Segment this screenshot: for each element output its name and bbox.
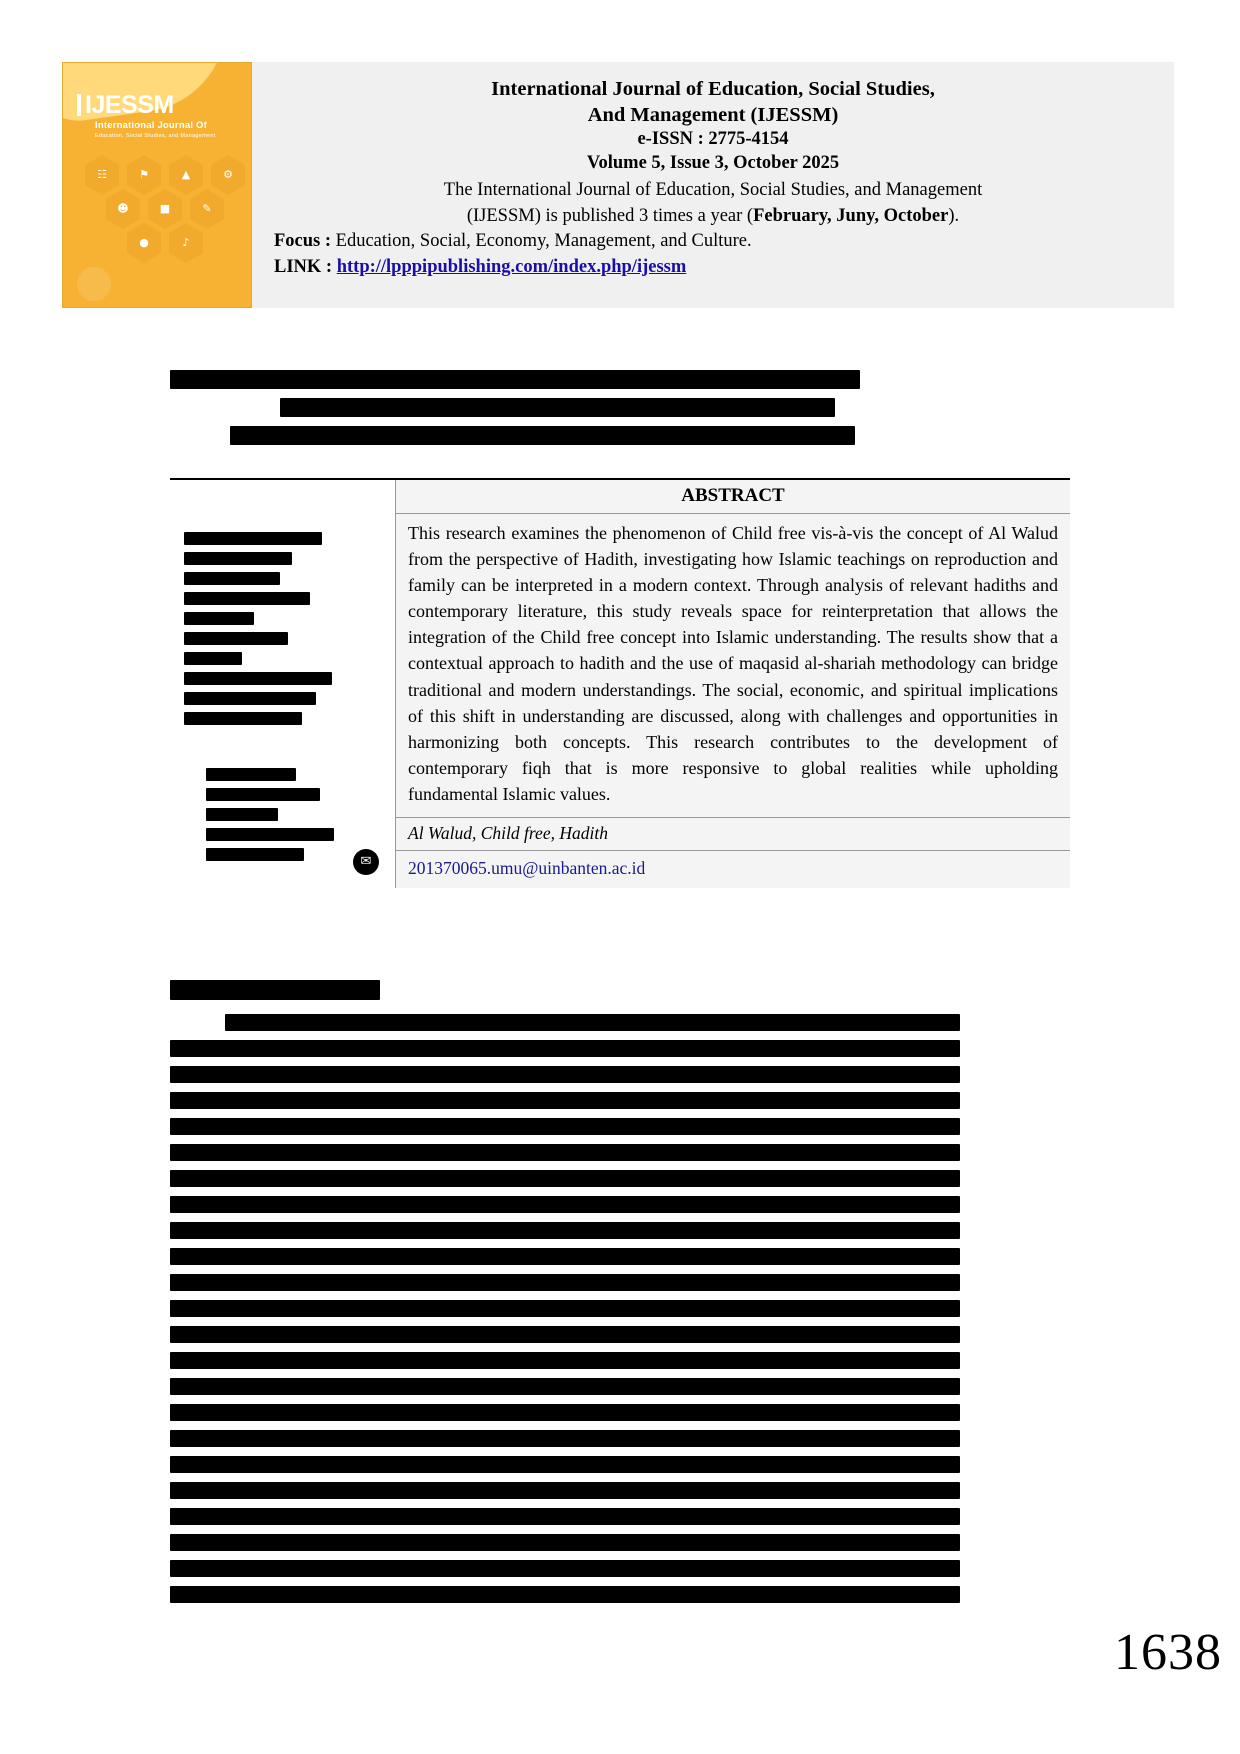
journal-description-line2 [274,204,1152,228]
abstract-keywords: Al Walud, Child free, Hadith [396,818,1070,851]
redacted-author-line [230,426,855,445]
journal-header [62,62,1174,308]
article-body-redacted [170,980,1070,1612]
journal-name-line1: International Journal of Education, Social Studies, [491,78,935,100]
journal-link-row [274,255,1152,280]
lightbulb-icon: ● [139,236,149,249]
logo-subtitle-secondary: Education, Social Studies, and Management [95,133,216,139]
journal-description-line1: The International Journal of Education, Social Studies, and Management [443,179,983,200]
abstract-section [170,478,1070,888]
graduation-icon: ■ [159,202,171,215]
people-icon: ☻ [117,202,129,215]
abstract-right-column [396,480,1071,888]
logo-subtitle: International Journal Of [95,120,207,131]
desc-suffix: ). [948,205,960,226]
note-icon: ✎ [202,202,212,215]
page-number: 1638 [1114,1624,1222,1681]
abstract-text: This research examines the phenomenon of Child free vis-à-vis the concept of Al Walud from the perspective of Hadith, investigating how Islamic teachings on reproduction and family can be interpreted in a modern context. Through analysis of relevant hadiths and contemporary literature, this study reveals space for reinterpretation that allows the integration of the Child free concept into Islamic understanding. The results show that a contextual approach to hadith and the use of maqasid al-shariah methodology can bridge traditional and modern understandings. The social, economic, and spiritual implications of this shift in understanding are discussed, along with challenges and opportunities in harmonizing both concepts. This research contributes to the development of contemporary fiqh that is more responsive to global realities while upholding fundamental Islamic values. [396,514,1070,818]
focus-label: Focus : [274,230,332,251]
abstract-left-column [170,480,396,888]
redacted-metadata-block-2 [170,732,395,869]
logo-circle-decoration [77,267,111,301]
globe-icon: ⚑ [139,168,149,181]
redacted-title-line [170,370,860,389]
journal-header-text [252,62,1174,308]
chart-icon: ▲ [181,168,191,181]
article-title-redacted [170,370,1070,454]
journal-focus [274,229,1152,254]
desc-prefix: (IJESSM) is published 3 times a year ( [466,205,754,226]
journal-link[interactable]: http://lpppipublishing.com/index.php/ijessm [336,256,687,277]
journal-name-line2: And Management (IJESSM) [587,104,839,127]
redacted-title-line [280,398,835,417]
redacted-section-heading [170,980,380,1000]
focus-text: Education, Social, Economy, Management, and Culture. [331,230,752,251]
logo-hexagon-grid [75,155,245,265]
redacted-metadata-block-1 [170,480,395,725]
book-icon: ☷ [97,168,107,181]
abstract-heading: ABSTRACT [396,480,1070,514]
desc-months: February, Juny, October [753,205,949,226]
envelope-icon: ✉ [353,849,379,875]
journal-volume: Volume 5, Issue 3, October 2025 [586,153,840,174]
journal-logo [62,62,252,308]
gear-icon: ⚙ [223,168,233,181]
handshake-icon: ♪ [182,236,190,249]
logo-title: IJESSM [77,93,174,118]
author-email[interactable]: 201370065.umu@uinbanten.ac.id [408,858,646,879]
abstract-table [170,480,1070,888]
link-label: LINK : [274,256,337,277]
journal-eissn: e-ISSN : 2775-4154 [637,129,789,150]
